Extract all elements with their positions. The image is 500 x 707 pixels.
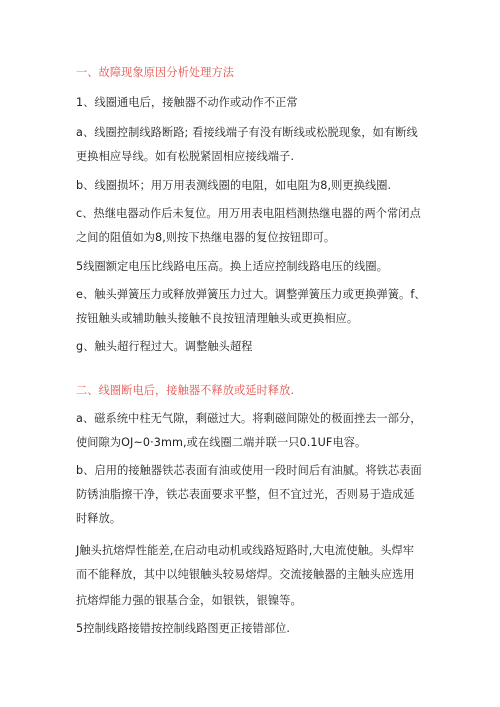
- paragraph-line: 之间的阻值如为8,则按下热继电器的复位按钮即可。: [76, 231, 336, 244]
- paragraph-line: e、触头弹簧压力或释放弹簧压力过大。调整弹簧压力或更换弹簧。f、: [76, 288, 426, 301]
- paragraph-line: 使间隙为OJ~0·3mm,或在线圈二端并联一只0.1UF电容。: [76, 436, 367, 449]
- paragraph-line: 更换相应导线。如有松脱紧固相应接线端子.: [76, 150, 295, 163]
- paragraph-line: a、磁系统中柱无气隙，剩磁过大。将剩磁间隙处的极面挫去一部分，: [76, 412, 422, 425]
- paragraph-line: 按钮触头或辅助触头接触不良按钮清理触头或更换相应。: [76, 312, 359, 325]
- paragraph-line: b、启用的接触器铁芯表面有油或使用一段时间后有油腻。将铁芯表面: [76, 464, 422, 477]
- paragraph-line: 时释放。: [76, 512, 122, 525]
- section-heading-2: 二、线圈断电后，接触器不释放或延时释放.: [76, 384, 295, 397]
- paragraph-line: 1、线圈通电后，接触器不动作或动作不正常: [76, 96, 298, 109]
- paragraph-line: c、热继电器动作后未复位。用万用表电阻档测热继电器的两个常闭点: [76, 207, 421, 220]
- paragraph-line: 抗熔焊能力强的银基合金，如银铁，银镍等。: [76, 594, 302, 607]
- paragraph-line: 而不能释放，其中以纯银触头较易熔焊。交流接触器的主触头应选用: [76, 568, 415, 581]
- paragraph-line: 5线圈额定电压比线路电压高。换上适应控制线路电压的线圈。: [76, 260, 388, 273]
- section-heading-1: 一、故障现象原因分析处理方法: [76, 66, 235, 79]
- paragraph-line: J触头抗熔焊性能差,在启动电动机或线路短路时,大电流使触。头焊牢: [76, 544, 415, 557]
- paragraph-line: a、线圈控制线路断路; 看接线端子有没有断线或松脱现象，如有断线: [76, 126, 418, 139]
- paragraph-line: 5控制线路接错按控制线路图更正接错部位.: [76, 622, 291, 635]
- paragraph-line: b、线圈损坏；用万用表测线圈的电阻，如电阻为8,则更换线圈.: [76, 179, 392, 192]
- paragraph-line: 防锈油脂擦干净，铁芯表面要求平整，但不宜过光，否则易于造成延: [76, 488, 415, 501]
- paragraph-line: g、触头超行程过大。调整触头超程: [76, 340, 253, 353]
